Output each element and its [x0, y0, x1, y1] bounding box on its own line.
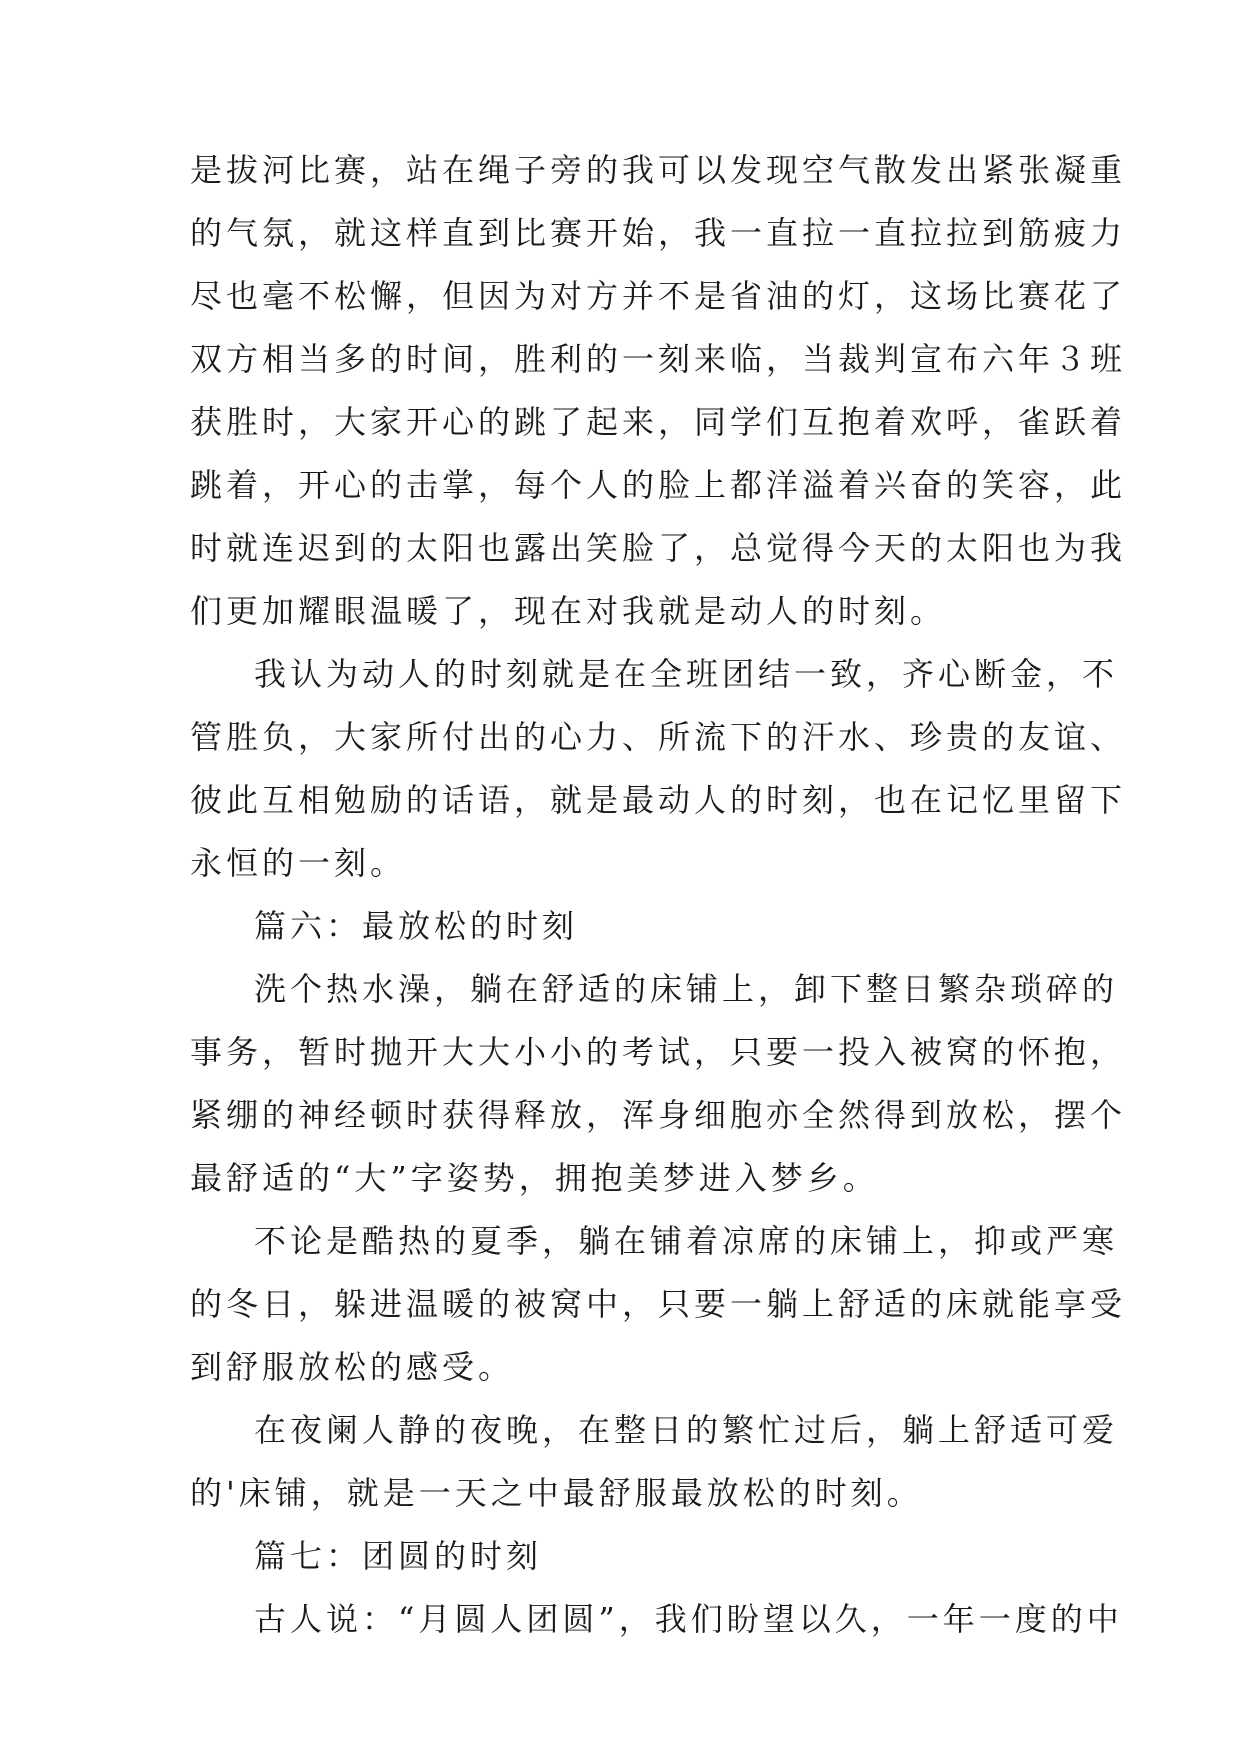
paragraph-start-line: 不论是酷热的夏季，躺在铺着凉席的床铺上，抑或严寒 — [254, 1222, 1119, 1260]
text-line: 最舒适的“大”字姿势，拥抱美梦进入梦乡。 — [190, 1159, 879, 1197]
text-line: 紧绷的神经顿时获得释放，浑身细胞亦全然得到放松，摆个 — [190, 1096, 1127, 1134]
text-line: 们更加耀眼温暖了，现在对我就是动人的时刻。 — [190, 592, 947, 630]
paragraph-start-line: 古人说：“月圆人团圆”，我们盼望以久，一年一度的中 — [254, 1600, 1123, 1638]
section-heading: 篇七：团圆的时刻 — [254, 1537, 543, 1575]
text-line: 的冬日，躲进温暖的被窝中，只要一躺上舒适的床就能享受 — [190, 1285, 1127, 1323]
text-line: 管胜负，大家所付出的心力、所流下的汗水、珍贵的友谊、 — [190, 718, 1127, 756]
section-heading: 篇六：最放松的时刻 — [254, 907, 579, 945]
paragraph-start-line: 我认为动人的时刻就是在全班团结一致，齐心断金，不 — [254, 655, 1119, 693]
text-line: 到舒服放松的感受。 — [190, 1348, 515, 1386]
text-line: 彼此互相勉励的话语，就是最动人的时刻，也在记忆里留下 — [190, 781, 1127, 819]
text-line: 的'床铺，就是一天之中最舒服最放松的时刻。 — [190, 1474, 923, 1512]
text-line: 事务，暂时抛开大大小小的考试，只要一投入被窝的怀抱， — [190, 1033, 1127, 1071]
text-line: 跳着，开心的击掌，每个人的脸上都洋溢着兴奋的笑容，此 — [190, 466, 1127, 504]
text-line: 永恒的一刻。 — [190, 844, 407, 882]
paragraph-start-line: 洗个热水澡，躺在舒适的床铺上，卸下整日繁杂琐碎的 — [254, 970, 1119, 1008]
text-line: 获胜时，大家开心的跳了起来，同学们互抱着欢呼，雀跃着 — [190, 403, 1127, 441]
text-line: 的气氛，就这样直到比赛开始，我一直拉一直拉拉到筋疲力 — [190, 214, 1127, 252]
text-line: 尽也毫不松懈，但因为对方并不是省油的灯，这场比赛花了 — [190, 277, 1127, 315]
text-line: 是拔河比赛，站在绳子旁的我可以发现空气散发出紧张凝重 — [190, 151, 1127, 189]
text-line: 双方相当多的时间，胜利的一刻来临，当裁判宣布六年３班 — [190, 340, 1127, 378]
paragraph-start-line: 在夜阑人静的夜晚，在整日的繁忙过后，躺上舒适可爱 — [254, 1411, 1119, 1449]
text-line: 时就连迟到的太阳也露出笑脸了，总觉得今天的太阳也为我 — [190, 529, 1127, 567]
